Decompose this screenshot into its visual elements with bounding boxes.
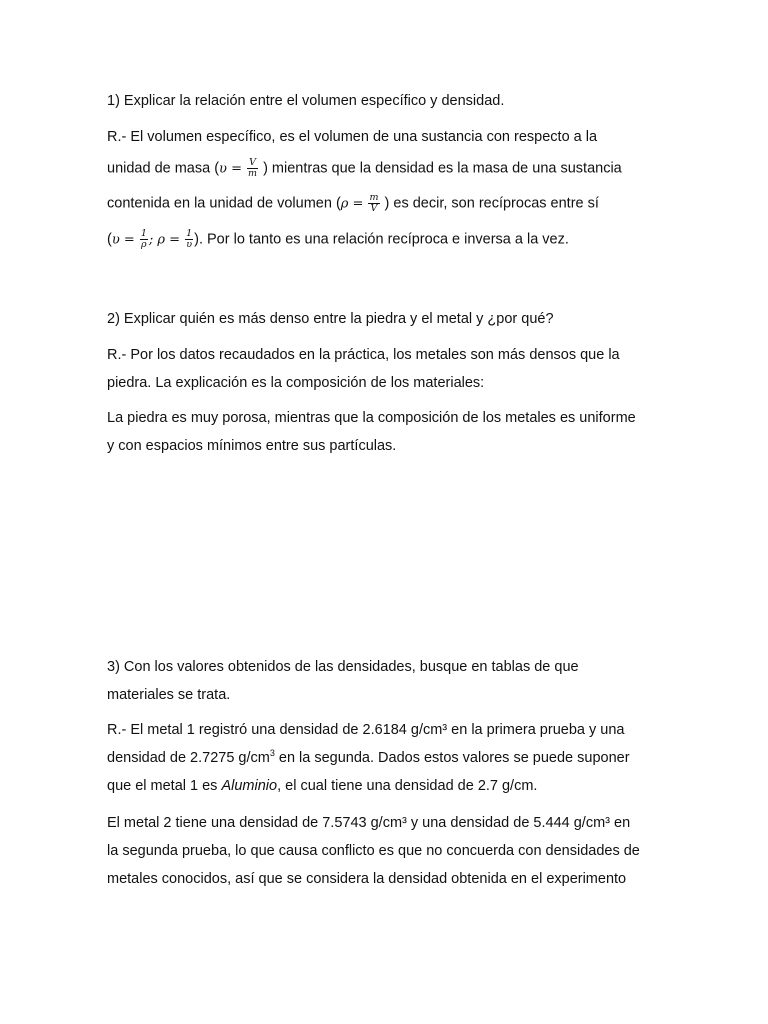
answer-2-line-4: y con espacios mínimos entre sus partículas. xyxy=(107,438,397,454)
fraction-1-over-v: $\frac{1}{\upsilon}$ xyxy=(186,228,193,250)
text-segment: ) mientras que la densidad es la masa de una sustancia xyxy=(263,160,622,177)
text-segment: ) es decir, son recíprocas entre sí xyxy=(384,195,599,212)
fraction-v-over-m: $\frac{V}{m}$ xyxy=(248,157,258,179)
answer-3-line-3 xyxy=(107,777,537,795)
text-segment: ). Por lo tanto es una relación recíproca e inversa a la vez. xyxy=(194,231,569,248)
superscript-3: 3 xyxy=(269,748,275,758)
text-segment: contenida en la unidad de volumen ( xyxy=(107,195,341,212)
answer-3-line-1: R.- El metal 1 registró una densidad de 2.6184 g/cm³ en la primera prueba y una xyxy=(107,722,625,738)
formula-density: ρ = xyxy=(340,196,364,212)
answer-2-line-1: R.- Por los datos recaudados en la práctica, los metales son más densos que la xyxy=(107,347,620,363)
text-segment: en la segunda. Dados estos valores se puede suponer xyxy=(274,750,630,766)
formula-reciprocal-2: ; ρ = xyxy=(148,232,181,248)
text-segment: unidad de masa ( xyxy=(107,160,220,177)
fraction-m-over-v: $\frac{m}{V}$ xyxy=(369,192,379,214)
text-segment: densidad de 2.7275 g/cm xyxy=(107,750,270,766)
answer-1-line-3 xyxy=(107,193,599,214)
question-1: 1) Explicar la relación entre el volumen específico y densidad. xyxy=(107,93,505,109)
fraction-1-over-rho: $\frac{1}{\rho}$ xyxy=(140,228,147,250)
question-3-line-2: materiales se trata. xyxy=(107,687,231,703)
formula-reciprocal-1: υ = xyxy=(111,232,135,248)
answer-2-line-3: La piedra es muy porosa, mientras que la composición de los metales es uniforme xyxy=(107,410,636,426)
aluminio-term: Aluminio xyxy=(221,778,278,794)
text-segment: ( xyxy=(107,231,112,248)
answer-1-line-2 xyxy=(107,158,622,179)
question-2: 2) Explicar quién es más denso entre la piedra y el metal y ¿por qué? xyxy=(107,311,554,327)
answer-1-line-1: R.- El volumen específico, es el volumen de una sustancia con respecto a la xyxy=(107,129,598,145)
answer-3-line-4: El metal 2 tiene una densidad de 7.5743 g/cm³ y una densidad de 5.444 g/cm³ en xyxy=(107,815,631,831)
text-segment: , el cual tiene una densidad de 2.7 g/cm. xyxy=(277,778,538,794)
question-3-line-1: 3) Con los valores obtenidos de las densidades, busque en tablas de que xyxy=(107,659,579,675)
formula-specific-volume: υ = xyxy=(219,161,242,177)
answer-3-line-2 xyxy=(107,749,630,767)
answer-2-line-2: piedra. La explicación es la composición de los materiales: xyxy=(107,375,485,391)
answer-1-line-4 xyxy=(107,229,569,250)
text-segment: que el metal 1 es xyxy=(107,778,222,794)
answer-3-line-5: la segunda prueba, lo que causa conflicto es que no concuerda con densidades de xyxy=(107,843,640,859)
answer-3-line-6: metales conocidos, así que se considera la densidad obtenida en el experimento xyxy=(107,871,627,887)
